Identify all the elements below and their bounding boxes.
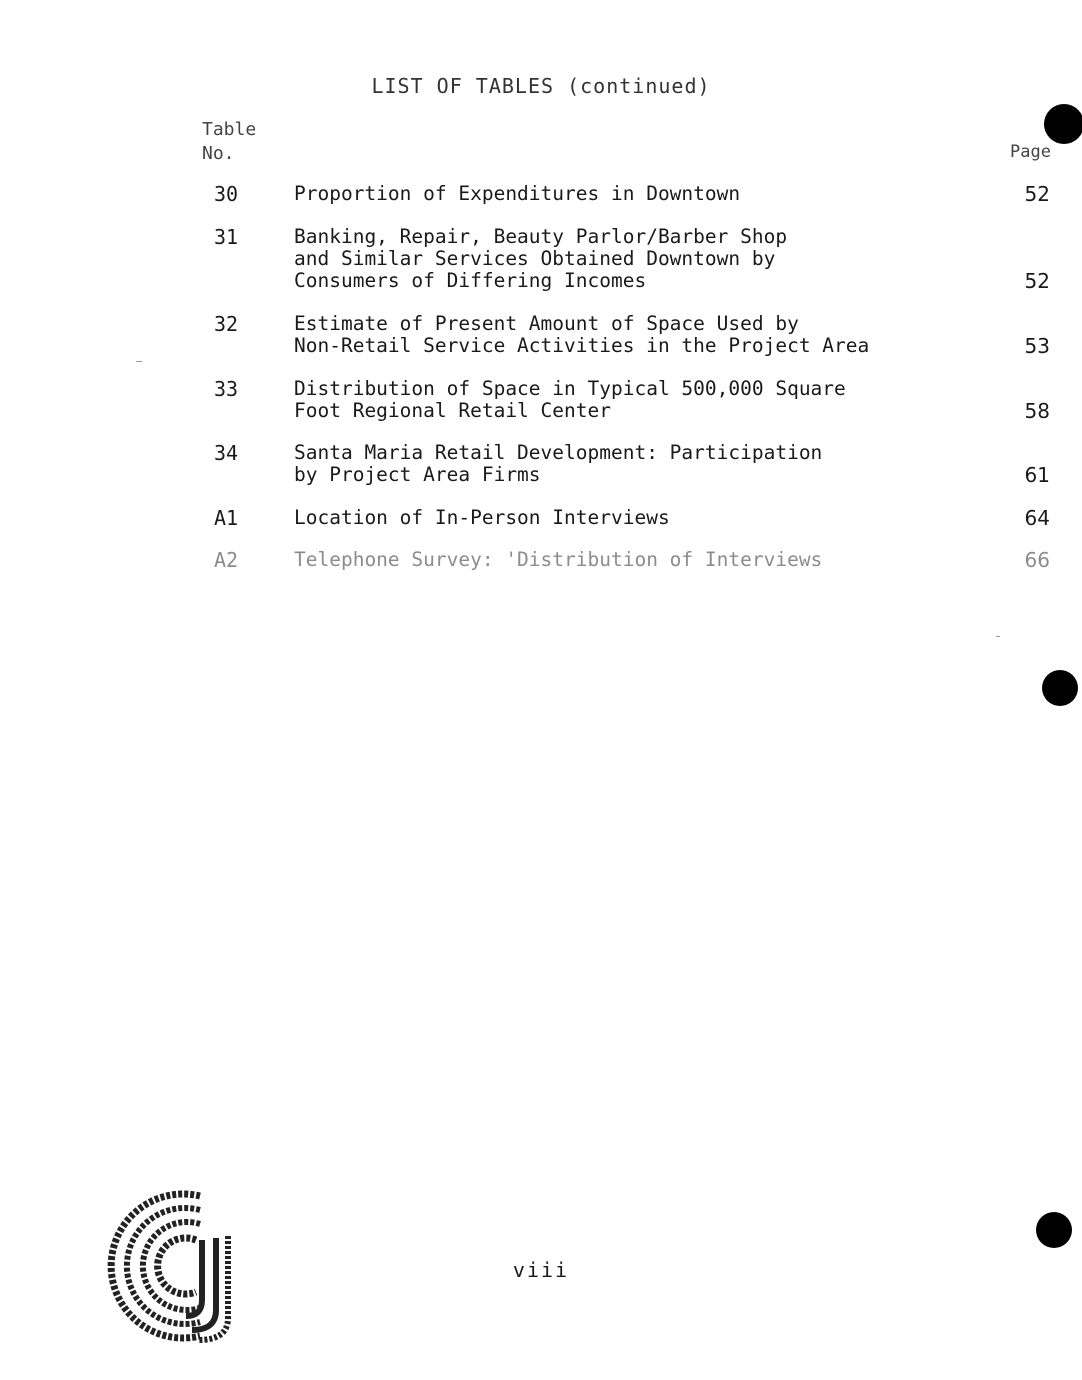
scan-mark — [996, 636, 1000, 637]
entry-title: Banking, Repair, Beauty Parlor/Barber Shop and Similar Services Obtained Downtown by Consumers of Differing Incomes — [294, 225, 788, 292]
entry-page-number: 52 — [1024, 269, 1050, 293]
entry-table-number: 30 — [214, 182, 239, 206]
entry-page-number: 64 — [1024, 506, 1050, 530]
entry-page-number: 52 — [1024, 182, 1050, 206]
entry-page-number: 53 — [1024, 334, 1050, 358]
entry-table-number: A2 — [214, 548, 239, 572]
entry-title: Estimate of Present Amount of Space Used by Non-Retail Service Activities in the Project Area — [294, 312, 870, 357]
entry-page-number: 58 — [1024, 399, 1050, 423]
entry-title: Distribution of Space in Typical 500,000 Square Foot Regional Retail Center — [294, 377, 846, 422]
entry-table-number: A1 — [214, 506, 239, 530]
page-title: LIST OF TABLES (continued) — [371, 74, 711, 98]
entry-title: Proportion of Expenditures in Downtown — [294, 182, 741, 205]
entry-table-number: 34 — [214, 441, 239, 465]
entry-table-number: 32 — [214, 312, 239, 336]
page-number: viii — [512, 1258, 570, 1282]
entry-page-number: 66 — [1024, 548, 1050, 572]
binder-hole — [1036, 1212, 1072, 1248]
binder-hole — [1044, 104, 1082, 144]
entry-title: Santa Maria Retail Development: Participation by Project Area Firms — [294, 441, 823, 486]
page-column-heading: Page — [1010, 142, 1051, 162]
entry-title: Telephone Survey: 'Distribution of Interviews — [294, 548, 823, 571]
entry-table-number: 33 — [214, 377, 239, 401]
entry-table-number: 31 — [214, 225, 239, 249]
company-logo-icon — [100, 1188, 240, 1344]
binder-hole — [1042, 670, 1078, 706]
table-number-column-heading: Table No. — [202, 119, 257, 164]
scan-mark — [136, 361, 142, 362]
entry-title: Location of In-Person Interviews — [294, 506, 670, 529]
entry-page-number: 61 — [1024, 463, 1050, 487]
